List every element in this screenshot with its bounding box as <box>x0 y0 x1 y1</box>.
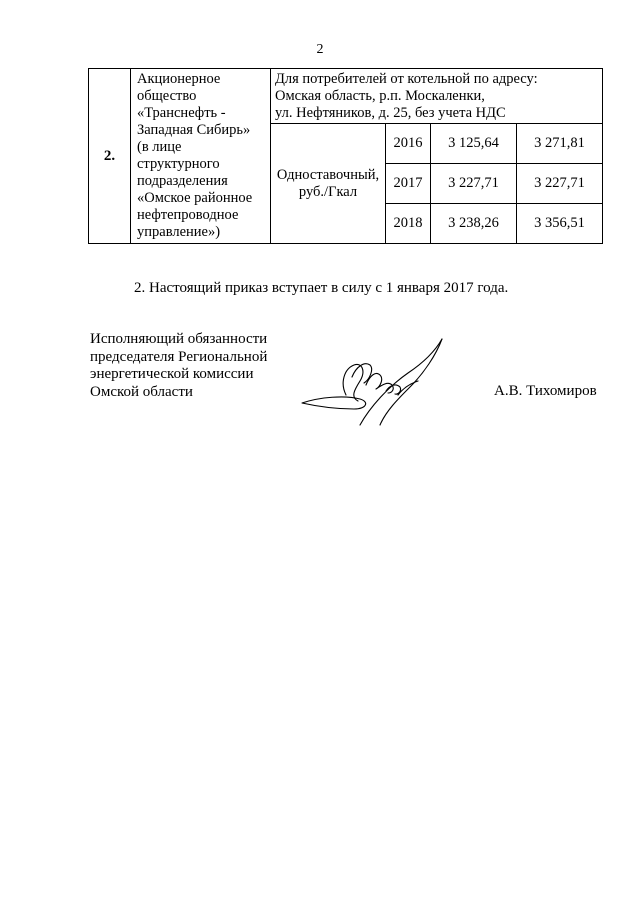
tariff-value-cell: 3 125,64 <box>431 124 517 164</box>
organization-line: Западная Сибирь» <box>137 122 251 138</box>
year-cell: 2017 <box>386 164 431 204</box>
row-number-cell: 2. <box>89 69 131 244</box>
signer-title <box>90 331 267 401</box>
signer-name: А.В. Тихомиров <box>494 383 597 399</box>
signer-title-line: Исполняющий обязанности <box>90 331 268 347</box>
tariff-value-cell: 3 356,51 <box>517 204 603 244</box>
tariff-value-cell: 3 271,81 <box>517 124 603 164</box>
organization-line: структурного <box>137 156 220 172</box>
tariff-value-cell: 3 227,71 <box>517 164 603 204</box>
organization-line: общество <box>137 88 197 104</box>
tariff-value-cell: 3 227,71 <box>431 164 517 204</box>
signer-title-line: председателя Региональной <box>90 348 268 365</box>
organization-line: управление») <box>137 224 221 240</box>
organization-line: «Транснефть - <box>137 105 226 121</box>
consumer-header-line: ул. Нефтяников, д. 25, без учета НДС <box>275 105 506 121</box>
page-number: 2 <box>316 42 324 57</box>
year-cell: 2016 <box>386 124 431 164</box>
consumer-header-line: Для потребителей от котельной по адресу: <box>275 71 538 87</box>
tariff-type-line: Одноставочный, <box>276 166 380 183</box>
signer-title-line: энергетической комиссии <box>90 366 254 382</box>
consumer-header-cell <box>271 69 603 124</box>
organization-line: нефтепроводное <box>137 207 239 223</box>
organization-line: «Омское районное <box>137 190 253 206</box>
year-cell: 2018 <box>386 204 431 244</box>
tariff-type-cell <box>271 124 386 244</box>
consumer-header-line: Омская область, р.п. Москаленки, <box>275 88 485 104</box>
tariff-table <box>88 68 603 244</box>
organization-line: Акционерное <box>137 71 221 87</box>
tariff-value-cell: 3 238,26 <box>431 204 517 244</box>
organization-cell <box>131 69 271 244</box>
tariff-type-line: руб./Гкал <box>298 183 358 200</box>
order-effective-date-text: 2. Настоящий приказ вступает в силу с 1 января 2017 года. <box>134 280 509 296</box>
handwritten-signature <box>300 325 450 430</box>
organization-line: (в лице <box>137 139 182 155</box>
organization-line: подразделения <box>137 173 228 189</box>
signer-title-line: Омской области <box>90 383 193 400</box>
